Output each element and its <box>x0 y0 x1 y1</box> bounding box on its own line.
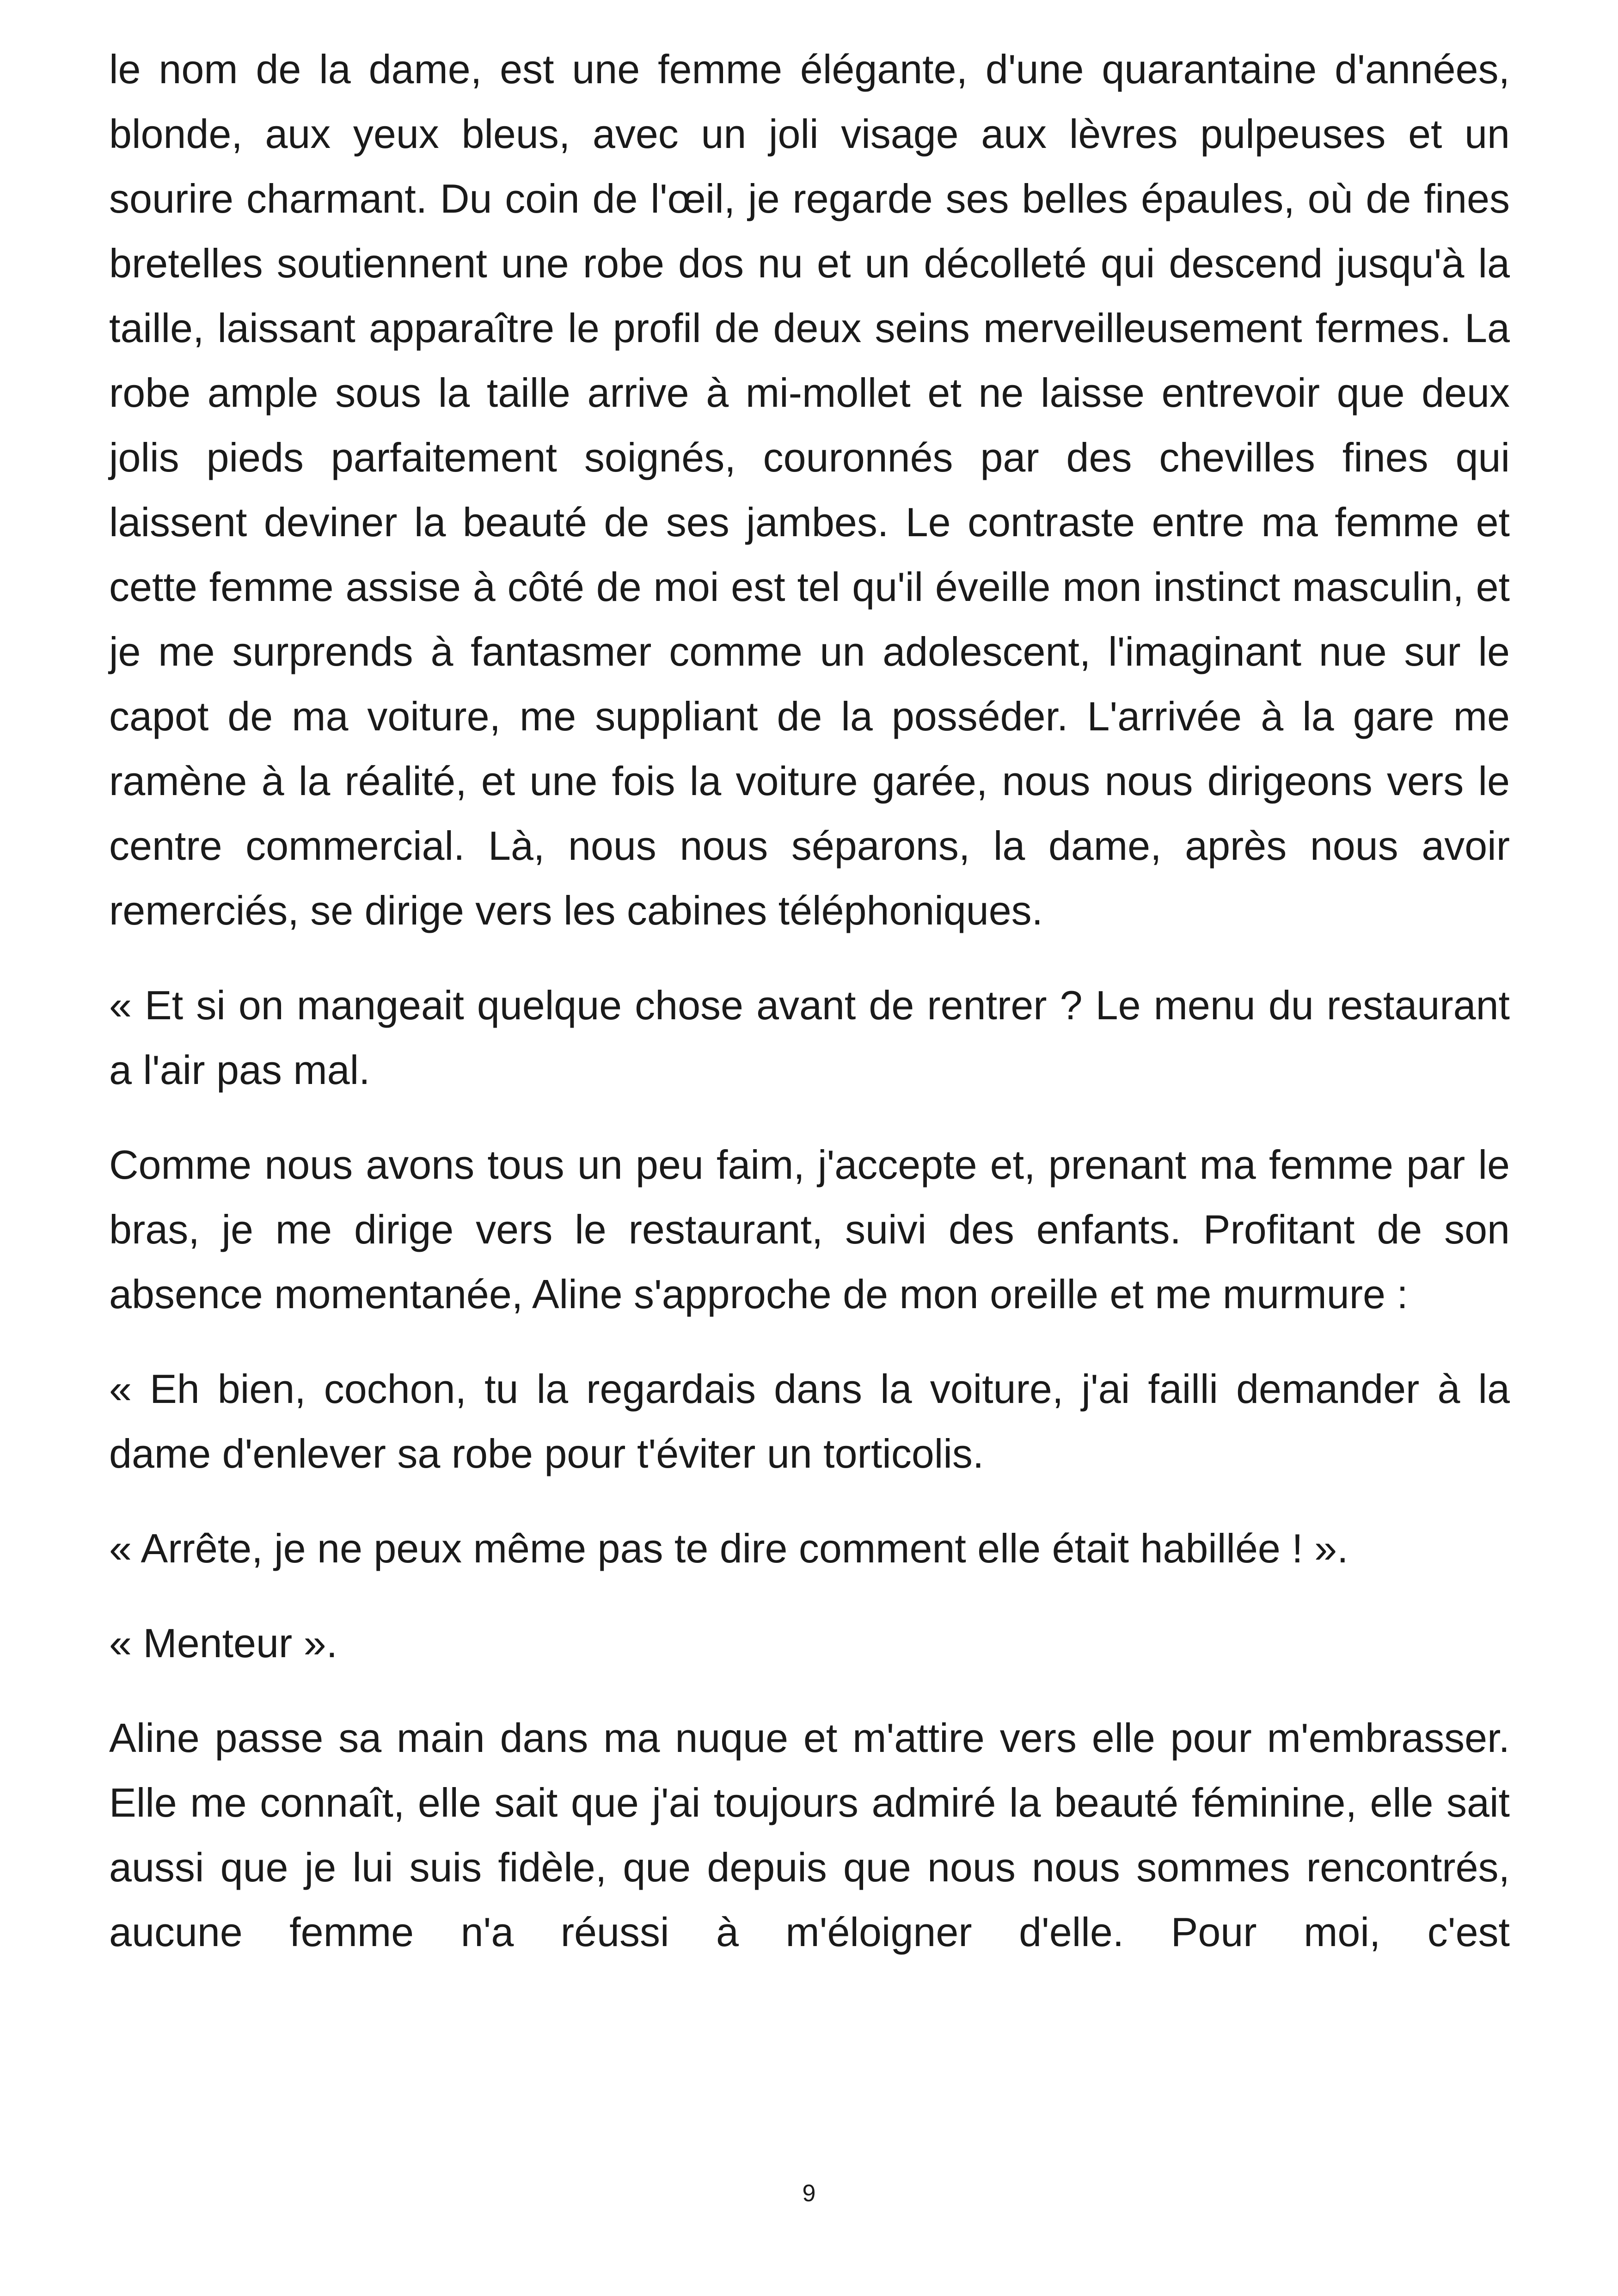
paragraph-4: « Eh bien, cochon, tu la regardais dans la voiture, j'ai failli demander à la dame d'enlever sa robe pour t'éviter un torticolis. <box>109 1366 1510 1476</box>
paragraph-7: Aline passe sa main dans ma nuque et m'attire vers elle pour m'embrasser. Elle me connaît, elle sait que j'ai toujours admiré la beauté féminine, elle sait aussi que je lui suis fidèle, que depuis que nous nous sommes rencontrés, aucune femme n'a réussi à m'éloigner d'elle. Pour moi, c'est <box>109 1715 1510 1955</box>
paragraph-3: Comme nous avons tous un peu faim, j'accepte et, prenant ma femme par le bras, je me dirige vers le restaurant, suivi des enfants. Profitant de son absence momentanée, Aline s'approche de mon oreille et me murmure : <box>109 1142 1510 1317</box>
page-number: 9 <box>802 2180 816 2207</box>
paragraph-2: « Et si on mangeait quelque chose avant de rentrer ? Le menu du restaurant a l'air pas mal. <box>109 982 1510 1093</box>
document-page <box>109 37 1510 1965</box>
paragraph-1: le nom de la dame, est une femme élégante, d'une quarantaine d'années, blonde, aux yeux bleus, avec un joli visage aux lèvres pulpeuses et un sourire charmant. Du coin de l'œil, je regarde ses belles épaules, où de fines bretelles soutiennent une robe dos nu et un décolleté qui descend jusqu'à la taille, laissant apparaître le profil de deux seins merveilleusement fermes. La robe ample sous la taille arrive à mi-mollet et ne laisse entrevoir que deux jolis pieds parfaitement soignés, couronnés par des chevilles fines qui laissent deviner la beauté de ses jambes. Le contraste entre ma femme et cette femme assise à côté de moi est tel qu'il éveille mon instinct masculin, et je me surprends à fantasmer comme un adolescent, l'imaginant nue sur le capot de ma voiture, me suppliant de la posséder. L'arrivée à la gare me ramène à la réalité, et une fois la voiture garée, nous nous dirigeons vers le centre commercial. Là, nous nous séparons, la dame, après nous avoir remerciés, se dirige vers les cabines téléphoniques. <box>109 46 1510 933</box>
paragraph-5: « Arrête, je ne peux même pas te dire comment elle était habillée ! ». <box>109 1525 1348 1571</box>
paragraph-6: « Menteur ». <box>109 1620 338 1666</box>
